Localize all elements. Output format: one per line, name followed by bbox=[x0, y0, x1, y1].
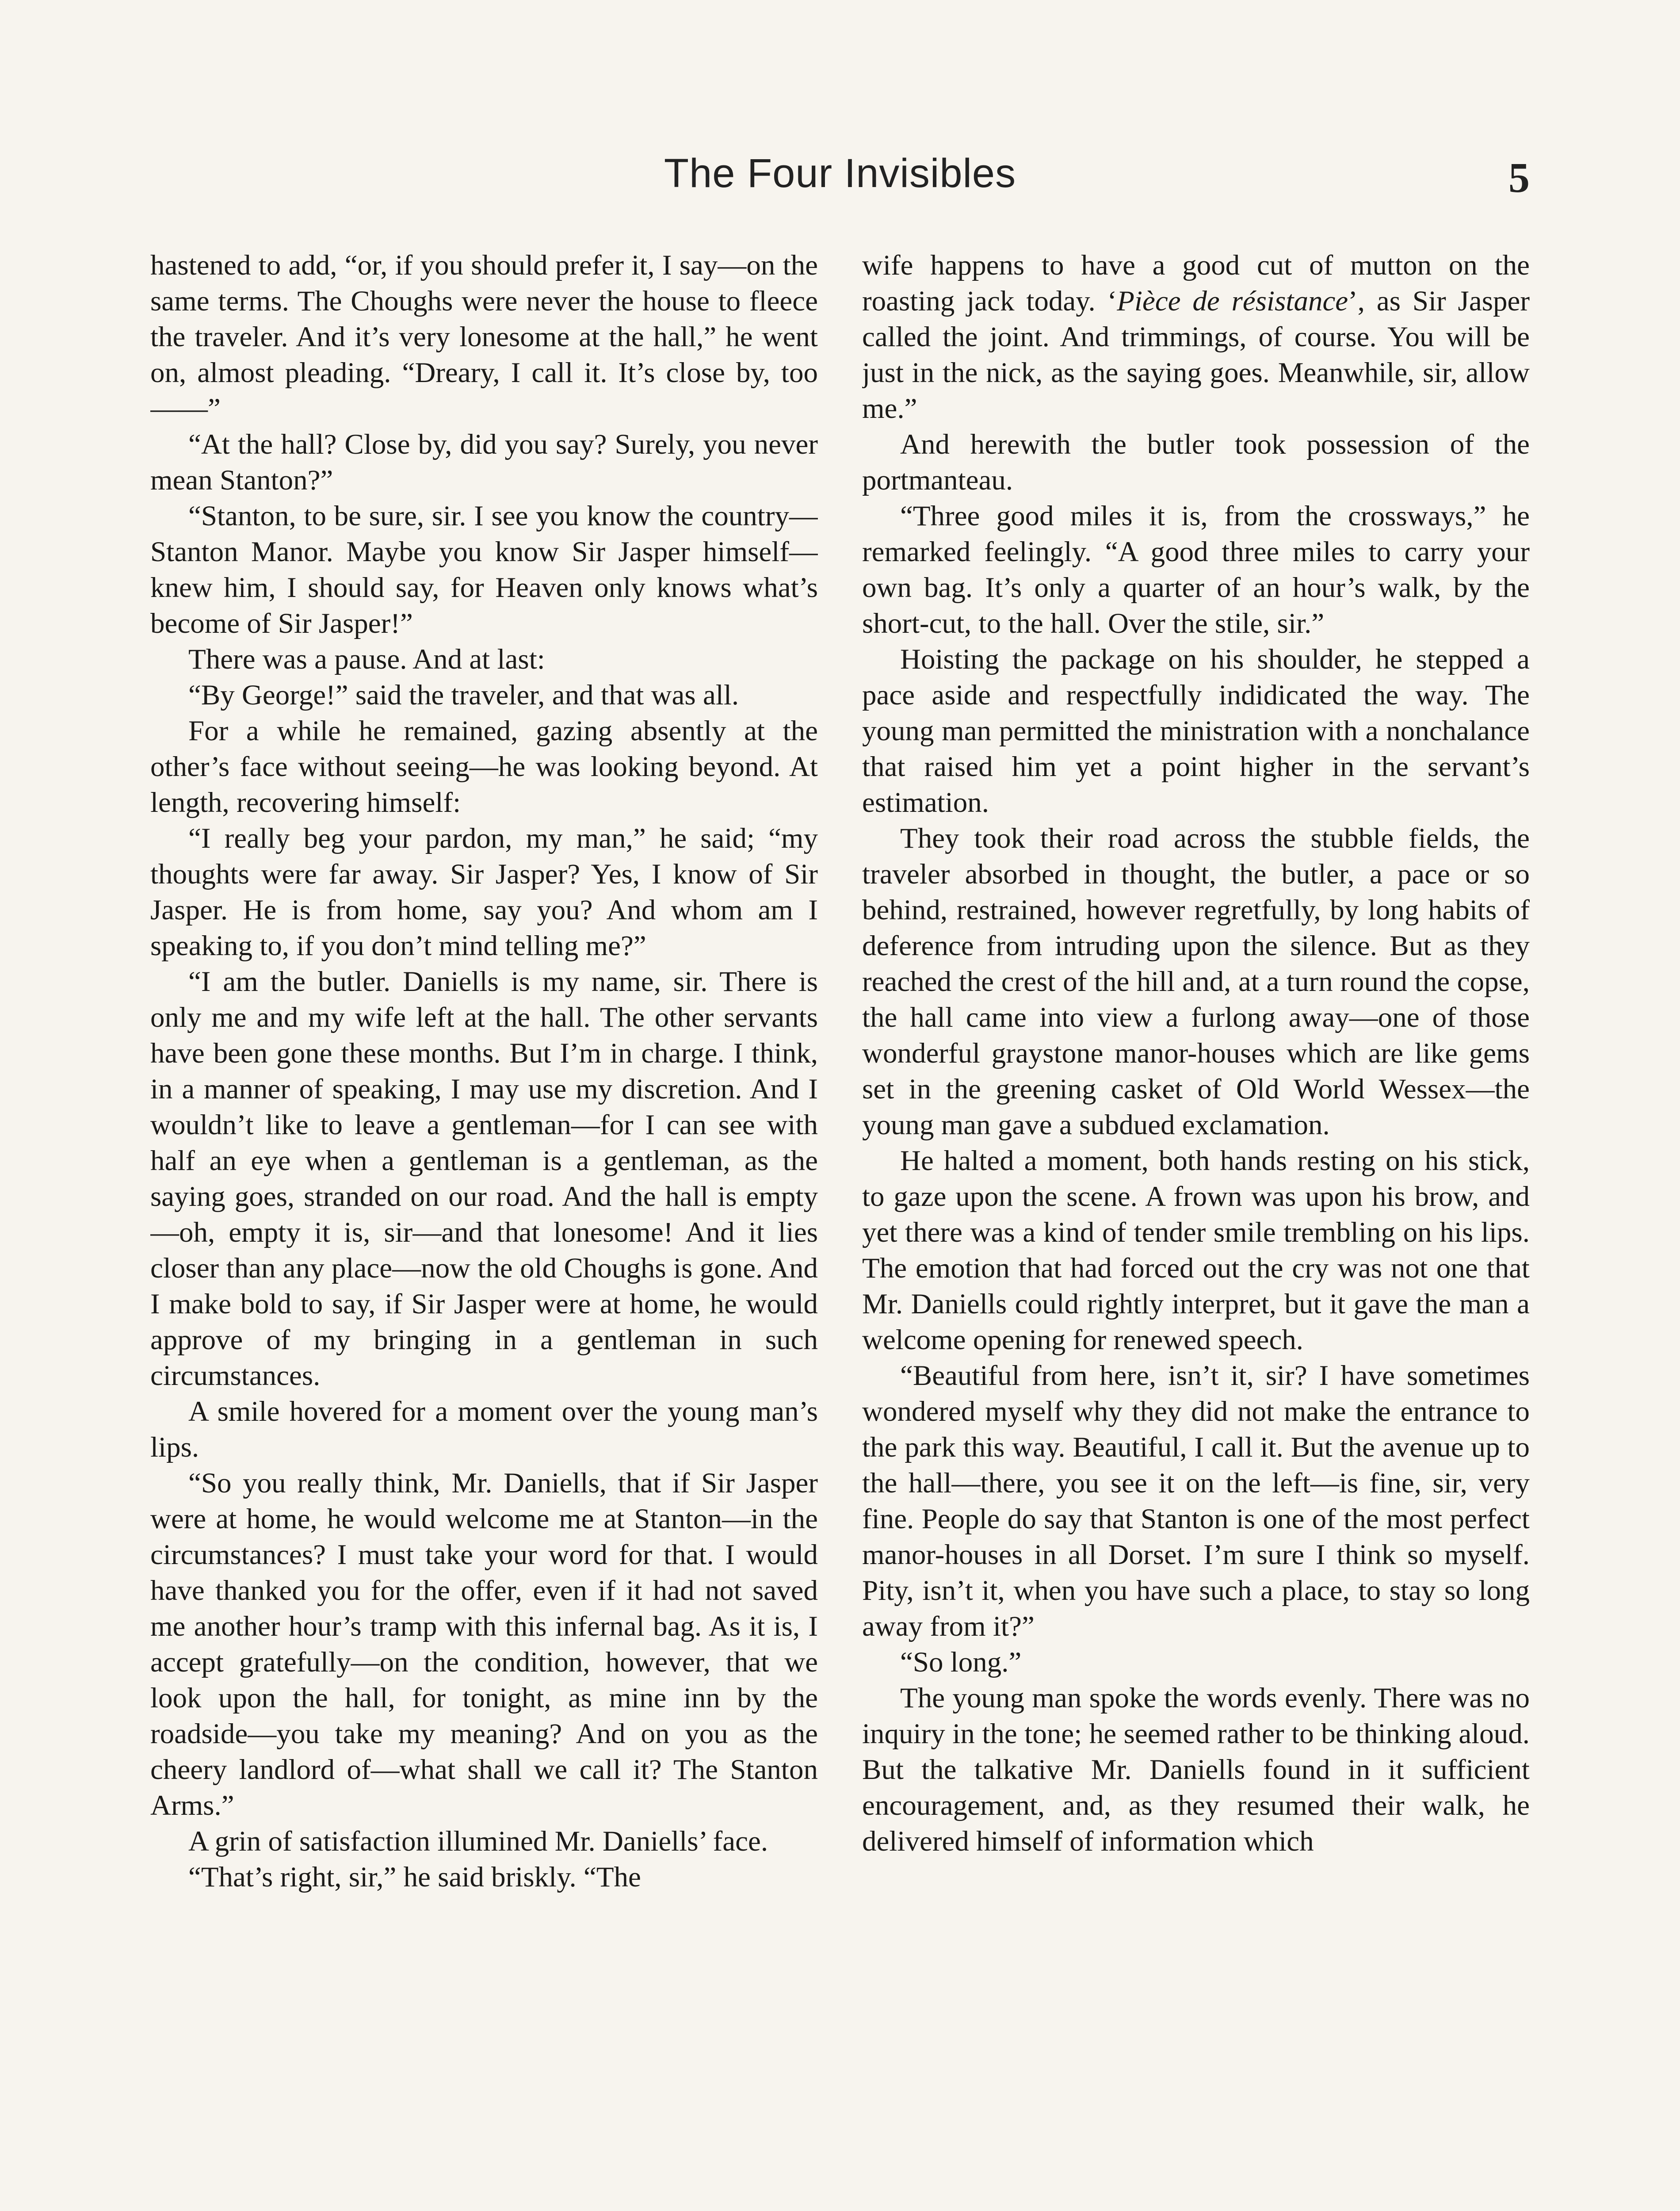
paragraph: “Three good miles it is, from the crossways,” he remarked feelingly. “A good three miles to carry your own bag. It’s only a quarter of an hour’s walk, by the short-cut, to the hall. Over the stile, sir.” bbox=[862, 500, 1530, 639]
page-header bbox=[150, 150, 1530, 212]
paragraph: For a while he remained, gazing absently at the other’s face without seeing—he was looking beyond. At length, recovering himself: bbox=[150, 715, 818, 819]
paragraph: “So you really think, Mr. Daniells, that if Sir Jasper were at home, he would welcome me at Stanton—in the circumstances? I must take your word for that. I would have thanked you for the offer, even if it had not saved me another hour’s tramp with this infernal bag. As it is, I accept gratefully—on the condition, however, that we look upon the hall, for tonight, as mine inn by the roadside—you take my meaning? And on you as the cheery landlord of—what shall we call it? The Stanton Arms.” bbox=[150, 1467, 818, 1821]
italic-phrase: Pièce de résistance bbox=[1117, 285, 1348, 317]
paragraph: “So long.” bbox=[900, 1646, 1022, 1678]
paragraph: There was a pause. And at last: bbox=[188, 643, 545, 675]
paragraph: “Beautiful from here, isn’t it, sir? I have sometimes wondered myself why they did not make the entrance to the park this way. Beautiful, I call it. But the avenue up to the hall—there, you see it on the left—is fine, sir, very fine. People do say that Stanton is one of the most perfect manor-houses in all Dorset. I’m sure I think so myself. Pity, isn’t it, when you have such a place, to stay so long away from it?” bbox=[862, 1360, 1530, 1642]
text-run: ’, as Sir Jasper called the joint. And trimmings, of course. You will be just in the nick, as the saying goes. Meanwhile, sir, allow me.” bbox=[862, 285, 1530, 425]
paragraph: “That’s right, sir,” he said briskly. “The bbox=[188, 1861, 641, 1893]
paragraph: “By George!” said the traveler, and that was all. bbox=[188, 679, 739, 711]
paragraph: “Stanton, to be sure, sir. I see you know the country—Stanton Manor. Maybe you know Sir Jasper himself—knew him, I should say, for Heaven only knows what’s become of Sir Jasper!” bbox=[150, 500, 818, 639]
paragraph: “I am the butler. Daniells is my name, sir. There is only me and my wife left at the hall. The other servants have been gone these months. But I’m in charge. I think, in a manner of speaking, I may use my discretion. And I wouldn’t like to leave a gentleman—for I can see with half an eye when a gentleman is a gentleman, as the saying goes, stranded on our road. And the hall is empty—oh, empty it is, sir—and that lonesome! And it lies closer than any place—now the old Choughs is gone. And I make bold to say, if Sir Jasper were at home, he would approve of my bringing in a gentleman in such circumstances. bbox=[150, 966, 818, 1392]
page-number: 5 bbox=[1508, 154, 1530, 201]
paragraph: The young man spoke the words evenly. There was no inquiry in the tone; he seemed rather to be thinking aloud. But the talkative Mr. Daniells found in it sufficient encouragement, and, as they resumed their walk, he delivered himself of information which bbox=[862, 1682, 1530, 1857]
text-columns bbox=[150, 248, 1530, 2211]
paragraph: “I really beg your pardon, my man,” he said; “my thoughts were far away. Sir Jasper? Yes, I know of Sir Jasper. He is from home, say you? And whom am I speaking to, if you don’t mind telling me?” bbox=[150, 822, 818, 962]
left-column bbox=[150, 248, 818, 2211]
paragraph: A grin of satisfaction illumined Mr. Daniells’ face. bbox=[188, 1825, 768, 1857]
paragraph bbox=[862, 248, 1530, 427]
paragraph: And herewith the butler took possession of the portmanteau. bbox=[862, 428, 1530, 496]
running-title: The Four Invisibles bbox=[664, 151, 1016, 196]
text-run: wife happens to have a good cut of mutton on the roasting jack today. ‘ bbox=[862, 249, 1530, 317]
right-column bbox=[862, 248, 1530, 2211]
paragraph: He halted a moment, both hands resting on his stick, to gaze upon the scene. A frown was upon his brow, and yet there was a kind of tender smile trembling on his lips. The emotion that had forced out the cry was not one that Mr. Daniells could rightly interpret, but it gave the man a welcome opening for renewed speech. bbox=[862, 1145, 1530, 1356]
paragraph: Hoisting the package on his shoulder, he stepped a pace aside and respectfully indidicated the way. The young man permitted the ministration with a nonchalance that raised him yet a point higher in the servant’s estimation. bbox=[862, 643, 1530, 819]
paragraph: A smile hovered for a moment over the young man’s lips. bbox=[150, 1396, 818, 1463]
paragraph: They took their road across the stubble fields, the traveler absorbed in thought, the butler, a pace or so behind, restrained, however regretfully, by long habits of deference from intruding upon the silence. But as they reached the crest of the hill and, at a turn round the copse, the hall came into view a furlong away—one of those wonderful graystone manor-houses which are like gems set in the greening casket of Old World Wessex—the young man gave a subdued exclamation. bbox=[862, 822, 1530, 1141]
paragraph: hastened to add, “or, if you should prefer it, I say—on the same terms. The Choughs were never the house to fleece the traveler. And it’s very lonesome at the hall,” he went on, almost pleading. “Dreary, I call it. It’s close by, too——” bbox=[150, 249, 818, 425]
paragraph: “At the hall? Close by, did you say? Surely, you never mean Stanton?” bbox=[150, 428, 818, 496]
